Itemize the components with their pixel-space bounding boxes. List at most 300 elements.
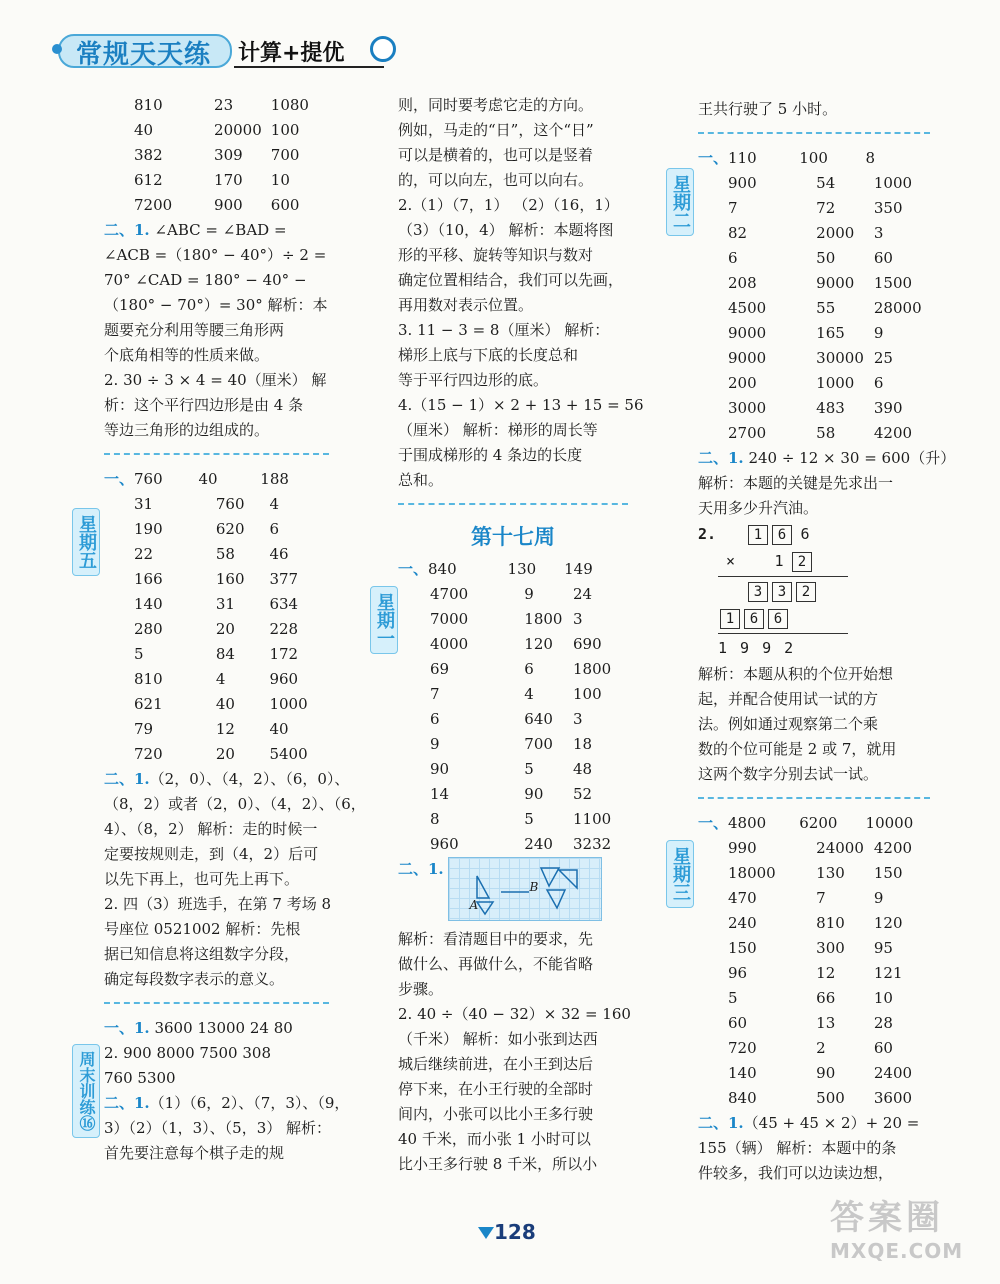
grid-cell: 5 (728, 989, 738, 1007)
grid-cell: 58 (816, 424, 836, 442)
grid-cell: 2700 (728, 424, 767, 442)
grid-cell: 4 (269, 495, 280, 513)
grid-row (398, 657, 628, 682)
text-line: 数的个位可能是 2 或 7，就用 (698, 740, 897, 758)
q2-label: 2. (698, 525, 717, 543)
text-line: 再用数对表示位置。 (398, 296, 534, 314)
grid-cell: 690 (573, 635, 602, 653)
grid-cell: 9 (873, 324, 884, 342)
digit-box: 2 (792, 552, 812, 572)
week-title: 第十七周 (471, 525, 555, 549)
grid-cell: 130 (507, 560, 537, 578)
text-line: 总和。 (398, 471, 444, 489)
grid-cell: 100 (799, 149, 828, 167)
grid-cell: 140 (134, 595, 163, 613)
text-line: 2. 40 ÷（40 − 32）× 32 = 160 (398, 1005, 631, 1023)
grid-cell: 12 (816, 964, 836, 982)
grid-row (698, 861, 930, 886)
grid-row (104, 717, 329, 742)
grid-cell: 5 (524, 810, 534, 828)
text-line: ∠ACB =（180° − 40°）÷ 2 = (104, 246, 327, 264)
grid-row (104, 667, 329, 692)
grid-cell: 60 (873, 249, 893, 267)
grid-cell: 8 (430, 810, 440, 828)
tuesday-q1: 二、1. 240 ÷ 12 × 30 = 600（升） (698, 449, 956, 467)
grid-row (398, 782, 628, 807)
grid-cell: 121 (873, 964, 903, 982)
header-title: 常规天天练 (76, 40, 212, 70)
grid-cell: 3 (573, 610, 583, 628)
point-label-a: A (469, 898, 479, 912)
grid-cell: 3232 (573, 835, 612, 853)
product-result: 1 9 9 2 (718, 639, 796, 657)
grid-row (398, 707, 628, 732)
grid-cell: 23 (214, 96, 234, 114)
weekend-section (104, 1016, 350, 1166)
text-line: （千米） 解析：如小张到达西 (398, 1030, 598, 1048)
grid-row (698, 321, 930, 346)
grid-cell: 40 (215, 695, 235, 713)
text-line: 70° ∠CAD = 180° − 40° − (104, 271, 307, 289)
wednesday-grid (698, 811, 930, 1111)
text-line: 停下来，在小王行驶的全部时 (398, 1080, 594, 1098)
grid-cell: 1000 (269, 695, 308, 713)
grid-cell: 24000 (816, 839, 864, 857)
grid-cell: 1800 (524, 610, 563, 628)
text-line: 法。例如通过观察第二个乘 (698, 715, 879, 733)
grid-cell: 382 (134, 146, 163, 164)
grid-cell: 3 (873, 224, 884, 242)
header-subtitle: 计算+提优 (238, 41, 345, 66)
monday-section-two (398, 927, 631, 1177)
text-line: 解析：本题的关键是先求出一 (698, 474, 894, 492)
text-line: 解析：本题从积的个位开始想 (698, 665, 894, 683)
grid-cell: 3600 (873, 1089, 913, 1107)
grid-cell: 31 (134, 495, 154, 513)
grid-row (104, 742, 329, 767)
text-line: （180° − 70°）= 30° 解析：本 (104, 296, 328, 314)
grid-cell: 10000 (865, 814, 914, 832)
section-label: 一、1. (104, 1019, 150, 1037)
dashed-divider (698, 797, 930, 799)
text-line: 梯形上底与下底的长度总和 (398, 346, 579, 364)
grid-cell: 188 (260, 470, 289, 488)
grid-cell: 22 (134, 545, 154, 563)
tab-wednesday: 星期三 (666, 840, 694, 908)
grid-cell: 240 (728, 914, 757, 932)
grid-cell: 5 (134, 645, 144, 663)
grid-cell: 25 (873, 349, 893, 367)
grid-cell: 4200 (873, 424, 913, 442)
grid-cell: 66 (816, 989, 836, 1007)
grid-cell: 620 (215, 520, 245, 538)
grid-cell: 28 (873, 1014, 893, 1032)
grid-cell: 208 (728, 274, 757, 292)
text-line: 据已知信息将这组数字分段， (104, 945, 300, 963)
grid-row (398, 757, 628, 782)
grid-cell: 640 (524, 710, 553, 728)
text-line: 155（辆） 解析：本题中的条 (698, 1139, 897, 1157)
grid-row (398, 582, 628, 607)
grid-row (104, 617, 329, 642)
grid-cell: 900 (728, 174, 757, 192)
section-label: 二、1. (398, 860, 444, 878)
grid-cell: 9 (873, 889, 884, 907)
grid-cell: 一、110 (698, 146, 799, 171)
text-line: 形的平移、旋转等知识与数对 (398, 246, 594, 264)
grid-cell: 700 (524, 735, 553, 753)
text-line: 等于平行四边形的底。 (398, 371, 549, 389)
grid-row (698, 296, 930, 321)
text-line: 个底角相等的性质来做。 (104, 346, 270, 364)
translation-figure (448, 857, 602, 921)
grid-row (698, 346, 930, 371)
text-line: 例如，马走的“日”，这个“日” (398, 121, 594, 139)
grid-cell: 280 (134, 620, 163, 638)
text-line: 2. 四（3）班选手，在第 7 考场 8 (104, 895, 332, 913)
friday-section-two (104, 767, 366, 992)
grid-row (698, 911, 930, 936)
digit-box: 6 (768, 609, 788, 629)
grid-row (398, 607, 628, 632)
grid-row (698, 421, 930, 446)
text-line: 做什么、再做什么，不能省略 (398, 955, 594, 973)
grid-cell: 60 (873, 1039, 893, 1057)
text-line: 2. 900 8000 7500 308 (104, 1044, 271, 1062)
digit-box: 2 (796, 582, 816, 602)
grid-cell: 18000 (728, 864, 776, 882)
grid-cell: 40 (269, 720, 289, 738)
continued-line: 王共行驶了 5 小时。 (698, 100, 838, 118)
digit: 1 (774, 552, 784, 570)
grid-cell: 810 (816, 914, 845, 932)
page-marker-icon (478, 1227, 494, 1239)
column-left (104, 93, 366, 1166)
grid-row (104, 642, 329, 667)
text-line: 760 5300 (104, 1069, 176, 1087)
grid-cell: 9000 (728, 324, 767, 342)
text-line: 步骤。 (398, 980, 444, 998)
grid-row (104, 467, 329, 492)
text-line: 定要按规则走，到（4，2）后可 (104, 845, 319, 863)
grid-cell: 5 (524, 760, 534, 778)
text-line: 以先下再上，也可先上再下。 (104, 870, 300, 888)
grid-cell: 69 (430, 660, 450, 678)
section-label: 二、1. (698, 1114, 744, 1132)
grid-cell: 一、760 (104, 467, 198, 492)
grid-cell: 2 (816, 1039, 826, 1057)
text-line: 起，并配合使用试一试的方 (698, 690, 879, 708)
text-line: 3. 11 − 3 = 8（厘米） 解析： (398, 321, 610, 339)
grid-cell: 840 (728, 1089, 757, 1107)
monday-grid (398, 557, 628, 857)
grid-cell: 170 (214, 171, 243, 189)
grid-cell: 140 (728, 1064, 757, 1082)
grid-row (398, 632, 628, 657)
grid-cell: 500 (816, 1089, 845, 1107)
dashed-divider (104, 1002, 329, 1004)
text-line: 二、1.（2，0）、（4，2）、（6，0）、 (104, 770, 350, 788)
grid-cell: 900 (214, 196, 243, 214)
grid-cell: 3 (573, 710, 583, 728)
grid-cell: 6 (269, 520, 280, 538)
grid-row (698, 146, 930, 171)
figure-row (398, 857, 628, 927)
grid-cell: 990 (728, 839, 757, 857)
grid-cell: 172 (269, 645, 299, 663)
grid-cell: 4000 (430, 635, 469, 653)
digit-box: 6 (772, 525, 792, 545)
grid-cell: 309 (214, 146, 243, 164)
grid-cell: 28000 (873, 299, 922, 317)
grid-row (698, 1036, 930, 1061)
dashed-divider (398, 503, 628, 505)
text-line: 二、1.（45 + 45 × 2）+ 20 = (698, 1114, 920, 1132)
page-header (58, 30, 403, 70)
grid-cell: 9 (430, 735, 440, 753)
grid-cell: 10 (873, 989, 893, 1007)
grid-cell: 90 (816, 1064, 836, 1082)
grid-cell: 100 (573, 685, 602, 703)
point-label-b: B (529, 880, 539, 894)
grid-cell: 190 (134, 520, 163, 538)
grid-cell: 1080 (270, 96, 309, 114)
text-line: 二、1. ∠ABC = ∠BAD = (104, 221, 287, 239)
grid-row (104, 168, 329, 193)
grid-cell: 7000 (430, 610, 469, 628)
grid-row (398, 557, 628, 582)
grid-cell: 150 (873, 864, 903, 882)
grid-cell: 165 (816, 324, 845, 342)
grid-cell: 2400 (873, 1064, 913, 1082)
grid-cell: 72 (816, 199, 836, 217)
grid-cell: 5400 (269, 745, 308, 763)
text-line: 城后继续前进，在小王到达后 (398, 1055, 594, 1073)
section-two (104, 218, 329, 443)
text-line: 一、1. 3600 13000 24 80 (104, 1019, 293, 1037)
grid-cell: 390 (873, 399, 903, 417)
grid-cell: 96 (728, 964, 748, 982)
text-line: 号座位 0521002 解析：先根 (104, 920, 301, 938)
grid-cell: 4700 (430, 585, 469, 603)
grid-cell: 6 (873, 374, 884, 392)
grid-cell: 483 (816, 399, 845, 417)
grid-cell: 100 (270, 121, 300, 139)
grid-row (398, 807, 628, 832)
grid-row (104, 567, 329, 592)
text-line: 40 千米，而小张 1 小时可以 (398, 1130, 591, 1148)
continued-text (398, 93, 644, 493)
grid-cell: 470 (728, 889, 757, 907)
rule-line (718, 633, 848, 634)
grid-cell: 4 (524, 685, 534, 703)
digit: 6 (800, 525, 810, 543)
grid-row (104, 492, 329, 517)
grid-cell: 24 (573, 585, 593, 603)
grid-cell: 1800 (573, 660, 612, 678)
grid-cell: 130 (816, 864, 845, 882)
text-line: （3）（10，4） 解析：本题将图 (398, 221, 614, 239)
grid-cell: 12 (215, 720, 235, 738)
text-line: 于围成梯形的 4 条边的长度 (398, 446, 583, 464)
watermark-url: MXQE.COM (830, 1239, 964, 1263)
grid-cell: 634 (269, 595, 299, 613)
tuesday-q1-analysis (698, 471, 930, 521)
section-label: 一、 (698, 149, 729, 167)
grid-cell: 30000 (816, 349, 864, 367)
grid-row (698, 811, 930, 836)
grid-row (398, 732, 628, 757)
grid-cell: 6 (524, 660, 534, 678)
tab-monday: 星期一 (370, 586, 398, 654)
page-number-text: 128 (494, 1220, 536, 1244)
grid-cell: 1100 (573, 810, 612, 828)
grid-cell: 95 (873, 939, 893, 957)
grid-cell: 1500 (873, 274, 913, 292)
grid-row (698, 196, 930, 221)
grid-cell: 120 (524, 635, 553, 653)
grid-row (698, 396, 930, 421)
grid-cell: 228 (269, 620, 299, 638)
grid-cell: 13 (816, 1014, 836, 1032)
grid-cell: 760 (215, 495, 245, 513)
section-label: 一、 (698, 814, 729, 832)
text-line: 4.（15 − 1）× 2 + 13 + 15 = 56 (398, 396, 644, 414)
digit-box: 3 (748, 582, 768, 602)
grid-cell: 20 (215, 620, 235, 638)
grid-cell: 6 (430, 710, 440, 728)
text-line: 则，同时要考虑它走的方向。 (398, 96, 594, 114)
text-line: 确定位置相结合，我们可以先画， (398, 271, 624, 289)
grid-row (104, 542, 329, 567)
grid-cell: 1000 (816, 374, 855, 392)
grid-cell: 300 (816, 939, 845, 957)
answer-grid (104, 93, 329, 218)
grid-cell: 166 (134, 570, 163, 588)
grid-cell: 810 (134, 96, 163, 114)
text-line: 3）（2）（1，3）、（5，3） 解析： (104, 1119, 332, 1137)
grid-row (104, 93, 329, 118)
grid-cell: 9000 (728, 349, 767, 367)
tuesday-grid (698, 146, 930, 446)
grid-cell: 960 (269, 670, 299, 688)
grid-cell: 9 (524, 585, 534, 603)
header-underline (234, 66, 384, 68)
grid-cell: 7 (816, 889, 826, 907)
grid-cell: 60 (728, 1014, 748, 1032)
grid-cell: 82 (728, 224, 748, 242)
grid-cell: 120 (873, 914, 903, 932)
text-line: 2.（1）（7，1） （2）（16，1） (398, 196, 619, 214)
text-line: 的，可以向左，也可以向右。 (398, 171, 594, 189)
digit-box: 1 (720, 609, 740, 629)
dashed-divider (698, 132, 930, 134)
section-label: 二、1. (698, 449, 744, 467)
grid-cell: 一、840 (398, 557, 508, 582)
grid-cell: 一、4800 (698, 811, 799, 836)
grid-row (104, 517, 329, 542)
grid-cell: 9000 (816, 274, 855, 292)
grid-cell: 4 (215, 670, 226, 688)
grid-cell: 240 (524, 835, 553, 853)
section-label: 二、1. (104, 221, 150, 239)
text-line: 析：这个平行四边形是由 4 条 (104, 396, 304, 414)
section-label: 一、 (104, 470, 135, 488)
section-label: 二、1. (104, 1094, 150, 1112)
page-number (478, 1218, 534, 1248)
multiplication-puzzle (698, 521, 930, 662)
grid-cell: 90 (524, 785, 544, 803)
grid-row (698, 961, 930, 986)
grid-cell: 4500 (728, 299, 767, 317)
grid-cell: 20000 (214, 121, 262, 139)
grid-cell: 4200 (873, 839, 913, 857)
grid-cell: 621 (134, 695, 163, 713)
grid-cell: 350 (873, 199, 903, 217)
tuesday-q2-analysis (698, 662, 930, 787)
grid-cell: 40 (134, 121, 154, 139)
wednesday-section-two (698, 1111, 930, 1186)
grid-row (698, 1011, 930, 1036)
text-line: 间内，小张可以比小王多行驶 (398, 1105, 594, 1123)
section-label: 二、1. (104, 770, 150, 788)
watermark (830, 1190, 990, 1274)
grid-cell: 3000 (728, 399, 767, 417)
grid-cell: 10 (270, 171, 290, 189)
grid-cell: 58 (215, 545, 235, 563)
section-label: 一、 (398, 560, 429, 578)
grid-cell: 7200 (134, 196, 173, 214)
grid-cell: 377 (269, 570, 299, 588)
grid-cell: 6 (728, 249, 738, 267)
grid-cell: 7 (430, 685, 440, 703)
text-line: （厘米） 解析：梯形的周长等 (398, 421, 598, 439)
text-line: 解析：看清题目中的要求，先 (398, 930, 594, 948)
grid-row (698, 836, 930, 861)
grid-cell: 31 (215, 595, 235, 613)
grid-cell: 810 (134, 670, 163, 688)
grid-row (104, 118, 329, 143)
column-middle (398, 93, 644, 1177)
grid-cell: 2000 (816, 224, 855, 242)
grid-cell: 50 (816, 249, 836, 267)
tab-weekend: 周末训练⑯ (72, 1044, 100, 1138)
grid-cell: 55 (816, 299, 836, 317)
grid-cell: 18 (573, 735, 593, 753)
grid-cell: 1000 (873, 174, 913, 192)
text-line: （8，2）或者（2，0）、（4，2）、（6， (104, 795, 366, 813)
grid-cell: 84 (215, 645, 235, 663)
grid-cell: 700 (270, 146, 300, 164)
grid-cell: 149 (564, 560, 593, 578)
grid-row (104, 692, 329, 717)
clock-icon (370, 36, 396, 62)
grid-cell: 79 (134, 720, 154, 738)
grid-row (104, 143, 329, 168)
friday-grid (104, 467, 329, 767)
text-line: 2. 30 ÷ 3 × 4 = 40（厘米） 解 (104, 371, 327, 389)
grid-cell: 7 (728, 199, 738, 217)
text-line: 题要充分利用等腰三角形两 (104, 321, 285, 339)
grid-cell: 612 (134, 171, 163, 189)
grid-row (698, 171, 930, 196)
grid-cell: 6200 (799, 814, 838, 832)
grid-row (104, 592, 329, 617)
grid-cell: 40 (198, 470, 218, 488)
grid-row (698, 271, 930, 296)
grid-cell: 8 (865, 149, 876, 167)
grid-cell: 20 (215, 745, 235, 763)
